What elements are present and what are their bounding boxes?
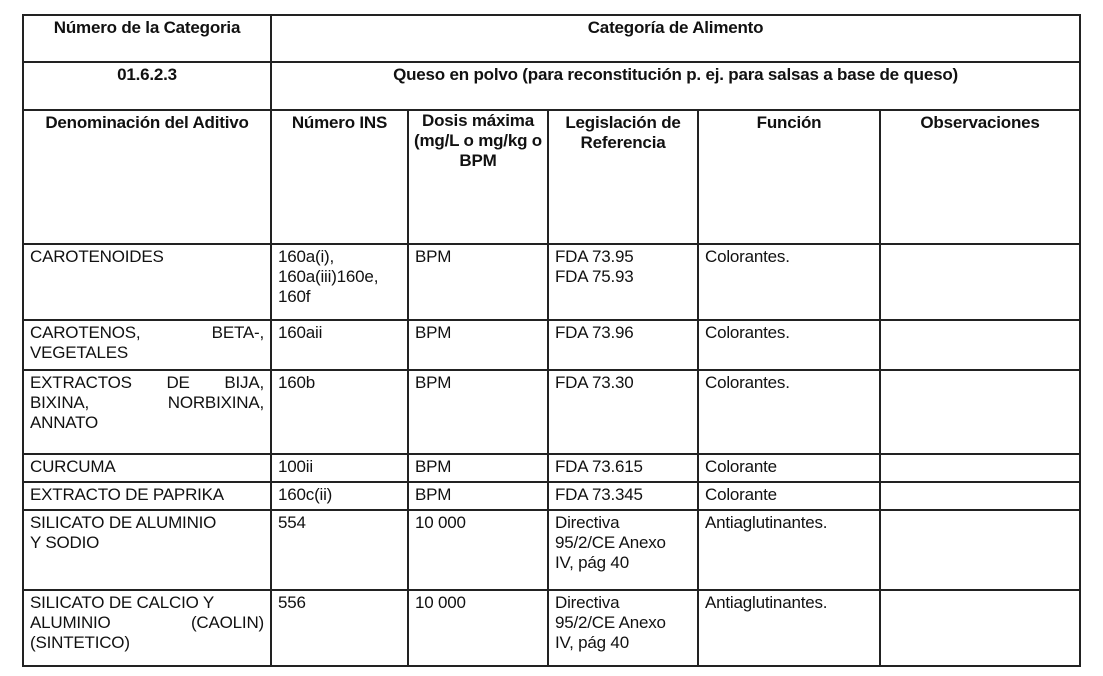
additive-cell: EXTRACTO DE PAPRIKA <box>23 482 271 510</box>
legislation-cell: FDA 73.615 <box>548 454 698 482</box>
observations-cell <box>880 482 1080 510</box>
table-row <box>23 590 1080 666</box>
table-row <box>23 510 1080 590</box>
function-cell: Colorante <box>698 454 880 482</box>
ins-cell: 160b <box>271 370 408 454</box>
additive-cell: CAROTENOIDES <box>23 244 271 320</box>
column-header-max-dose: Dosis máxima (mg/L o mg/kg o BPM <box>408 110 548 244</box>
function-cell: Colorantes. <box>698 244 880 320</box>
legislation-cell: FDA 73.95 FDA 75.93 <box>548 244 698 320</box>
table-row <box>23 482 1080 510</box>
column-header-observations: Observaciones <box>880 110 1080 244</box>
additive-cell: EXTRACTOS DE BIJA, BIXINA, NORBIXINA, ANNATO <box>23 370 271 454</box>
table-row <box>23 454 1080 482</box>
additives-table <box>22 14 1081 667</box>
dose-cell: 10 000 <box>408 510 548 590</box>
observations-cell <box>880 454 1080 482</box>
ins-cell: 160c(ii) <box>271 482 408 510</box>
function-cell: Colorantes. <box>698 370 880 454</box>
category-number-header: Número de la Categoria <box>23 15 271 62</box>
dose-cell: BPM <box>408 244 548 320</box>
column-header-additive: Denominación del Aditivo <box>23 110 271 244</box>
dose-cell: BPM <box>408 482 548 510</box>
additive-cell: SILICATO DE CALCIO Y ALUMINIO (CAOLIN) (SINTETICO) <box>23 590 271 666</box>
observations-cell <box>880 590 1080 666</box>
ins-cell: 160a(i), 160a(iii)160e, 160f <box>271 244 408 320</box>
legislation-cell: FDA 73.96 <box>548 320 698 370</box>
additive-cell: SILICATO DE ALUMINIO Y SODIO <box>23 510 271 590</box>
observations-cell <box>880 510 1080 590</box>
legislation-cell: Directiva 95/2/CE Anexo IV, pág 40 <box>548 510 698 590</box>
column-header-legislation: Legislación de Referencia <box>548 110 698 244</box>
function-cell: Antiaglutinantes. <box>698 510 880 590</box>
function-cell: Colorantes. <box>698 320 880 370</box>
table-row <box>23 370 1080 454</box>
additive-cell: CURCUMA <box>23 454 271 482</box>
column-header-ins: Número INS <box>271 110 408 244</box>
legislation-cell: FDA 73.345 <box>548 482 698 510</box>
ins-cell: 100ii <box>271 454 408 482</box>
dose-cell: 10 000 <box>408 590 548 666</box>
function-cell: Antiaglutinantes. <box>698 590 880 666</box>
dose-cell: BPM <box>408 370 548 454</box>
ins-cell: 160aii <box>271 320 408 370</box>
ins-cell: 554 <box>271 510 408 590</box>
observations-cell <box>880 244 1080 320</box>
category-name: Queso en polvo (para reconstitución p. ej. para salsas a base de queso) <box>271 62 1080 110</box>
additive-cell: CAROTENOS, BETA-, VEGETALES <box>23 320 271 370</box>
observations-cell <box>880 370 1080 454</box>
legislation-cell: FDA 73.30 <box>548 370 698 454</box>
table-row <box>23 244 1080 320</box>
category-number: 01.6.2.3 <box>23 62 271 110</box>
observations-cell <box>880 320 1080 370</box>
food-category-header: Categoría de Alimento <box>271 15 1080 62</box>
table-row <box>23 320 1080 370</box>
column-header-function: Función <box>698 110 880 244</box>
legislation-cell: Directiva 95/2/CE Anexo IV, pág 40 <box>548 590 698 666</box>
ins-cell: 556 <box>271 590 408 666</box>
dose-cell: BPM <box>408 320 548 370</box>
function-cell: Colorante <box>698 482 880 510</box>
dose-cell: BPM <box>408 454 548 482</box>
